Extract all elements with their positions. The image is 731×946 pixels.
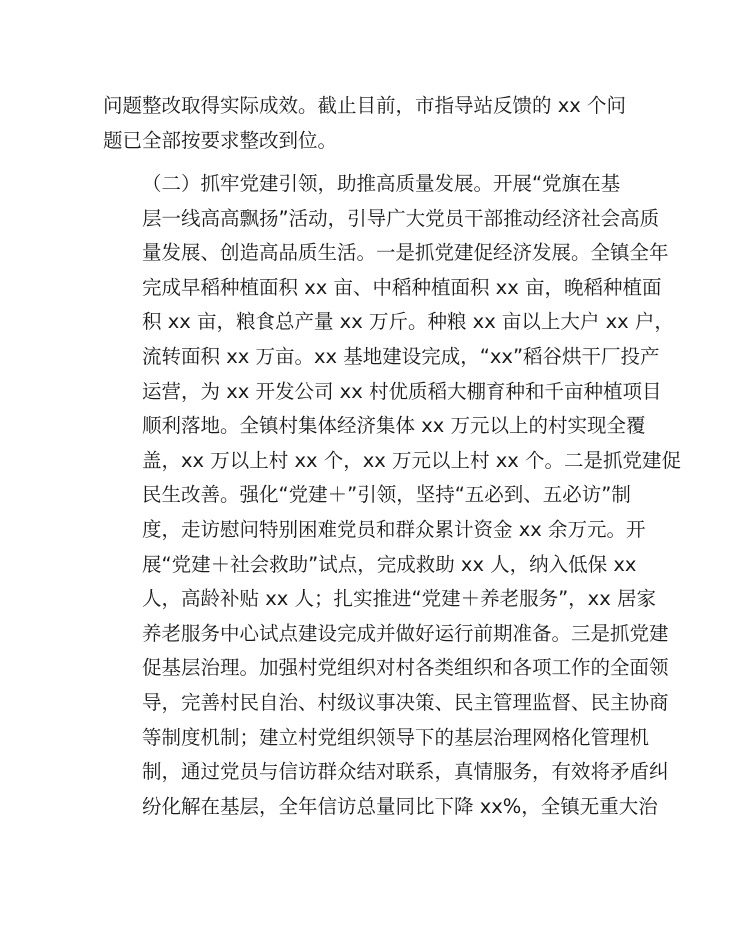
- text-line: 导，完善村民自治、村级议事决策、民主管理监督、民主协商: [142, 690, 669, 714]
- text-line: 人，高龄补贴 xx 人；扎实推进“党建＋养老服务”，xx 居家: [142, 587, 656, 611]
- text-line: 促基层治理。加强村党组织对村各类组织和各项工作的全面领: [142, 656, 669, 680]
- text-line: 盖，xx 万以上村 xx 个，xx 万元以上村 xx 个。二是抓党建促: [142, 448, 682, 472]
- text-line: 题已全部按要求整改到位。: [103, 128, 338, 152]
- text-line: 量发展、创造高品质生活。一是抓党建促经济发展。全镇全年: [142, 241, 669, 265]
- text-line: 制，通过党员与信访群众结对联系，真情服务，有效将矛盾纠: [142, 760, 669, 784]
- paragraph-2: [103, 167, 682, 824]
- text-line: 等制度机制；建立村党组织领导下的基层治理网格化管理机: [142, 725, 650, 749]
- text-line: 完成早稻种植面积 xx 亩、中稻种植面积 xx 亩，晚稻种植面: [142, 275, 662, 299]
- paragraph-1: [103, 89, 631, 158]
- text-line: （二）抓牢党建引领，助推高质量发展。开展“党旗在基: [142, 172, 621, 195]
- text-line: 度，走访慰问特别困难党员和群众累计资金 xx 余万元。开: [142, 517, 646, 541]
- text-line: 纷化解在基层，全年信访总量同比下降 xx%，全镇无重大治: [142, 794, 658, 818]
- text-line: 养老服务中心试点建设完成并做好运行前期准备。三是抓党建: [142, 621, 669, 645]
- text-line: 层一线高高飘扬”活动，引导广大党员干部推动经济社会高质: [142, 206, 660, 230]
- text-line: 积 xx 亩，粮食总产量 xx 万斤。种粮 xx 亩以上大户 xx 户，: [142, 310, 674, 334]
- text-line: 展“党建＋社会救助”试点，完成救助 xx 人，纳入低保 xx: [142, 552, 637, 576]
- text-line: 流转面积 xx 万亩。xx 基地建设完成，“xx”稻谷烘干厂投产: [142, 344, 660, 368]
- text-line: 运营，为 xx 开发公司 xx 村优质稻大棚育种和千亩种植项目: [142, 379, 662, 403]
- text-line: 问题整改取得实际成效。截止目前，市指导站反馈的 xx 个问: [103, 94, 626, 117]
- text-line: 民生改善。强化“党建＋”引领，坚持“五必到、五必访”制: [142, 483, 631, 507]
- text-line: 顺利落地。全镇村集体经济集体 xx 万元以上的村实现全覆: [142, 414, 646, 438]
